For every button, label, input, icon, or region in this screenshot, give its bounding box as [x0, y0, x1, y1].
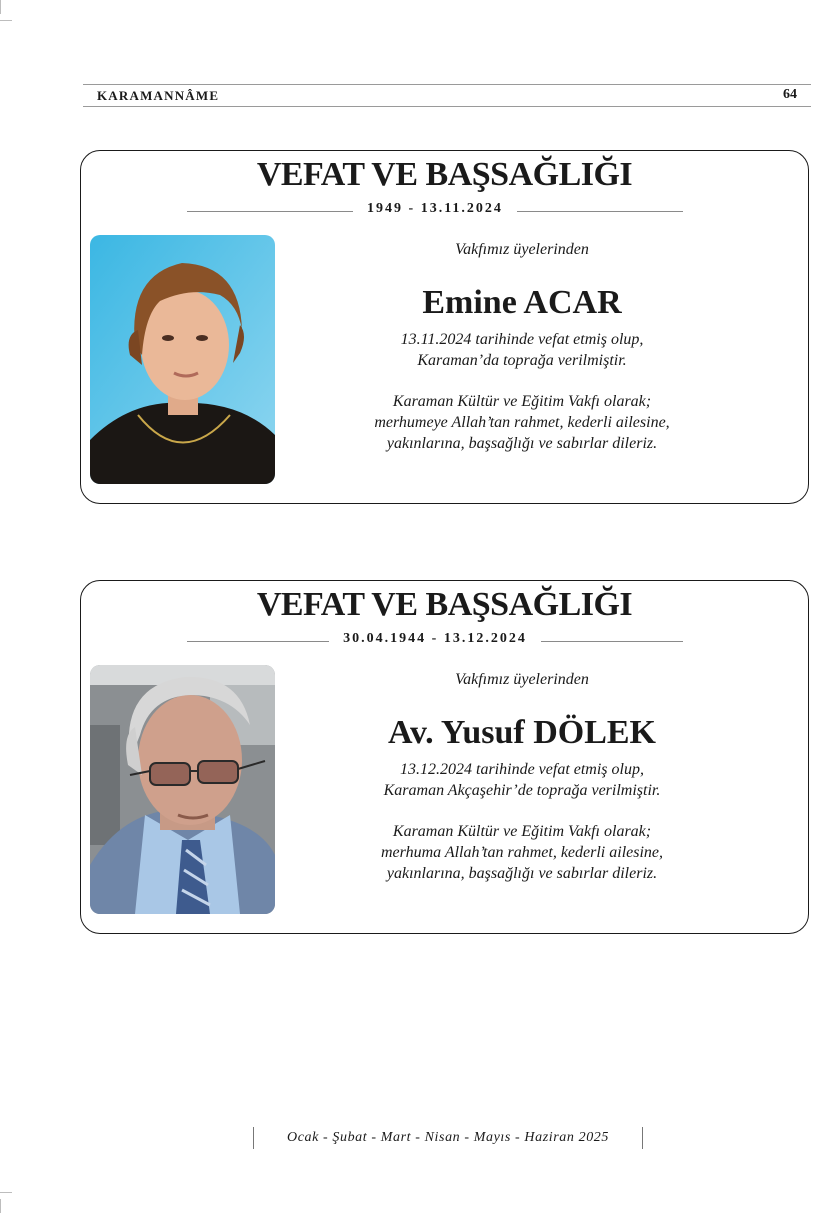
text-line: yakınlarına, başsağlığı ve sabırlar dileriz.: [386, 435, 658, 452]
date-row: [187, 630, 683, 652]
deceased-name: Av. Yusuf DÖLEK: [388, 714, 656, 751]
header-rule: [83, 106, 811, 107]
publication-title: KARAMANNÂME: [97, 88, 220, 103]
crop-mark: [0, 1192, 12, 1193]
text-line: 13.11.2024 tarihinde vefat etmiş olup,: [400, 331, 644, 348]
intro-line: Vakfımız üyelerinden: [455, 241, 589, 258]
condolence-message: [326, 391, 718, 454]
crop-mark: [0, 0, 1, 14]
crop-mark: [0, 1199, 1, 1213]
text-line: Karaman Kültür ve Eğitim Vakfı olarak;: [392, 393, 652, 410]
portrait-image: [90, 665, 275, 914]
portrait-image: [90, 235, 275, 484]
deceased-name: Emine ACAR: [422, 284, 622, 321]
header-rule: [83, 84, 811, 85]
death-statement: [326, 759, 718, 801]
issue-months: Ocak - Şubat - Mart - Nisan - Mayıs - Haziran 2025: [286, 1130, 610, 1145]
portrait-photo: [90, 665, 275, 914]
issue-footer: [253, 1127, 643, 1149]
notice-text: [326, 241, 718, 454]
text-line: yakınlarına, başsağlığı ve sabırlar dileriz.: [386, 865, 658, 882]
crop-mark: [0, 20, 12, 21]
notice-text: [326, 671, 718, 884]
death-statement: [326, 329, 718, 371]
notice-title: VEFAT VE BAŞSAĞLIĞI: [256, 156, 633, 193]
text-line: merhumeye Allah’tan rahmet, kederli ailesine,: [374, 414, 670, 431]
obituary-card: [80, 580, 809, 934]
text-line: Karaman’da toprağa verilmiştir.: [417, 352, 627, 369]
text-line: 13.12.2024 tarihinde vefat etmiş olup,: [400, 761, 644, 778]
obituary-card: [80, 150, 809, 504]
date-row: [187, 200, 683, 222]
condolence-message: [326, 821, 718, 884]
intro-line: Vakfımız üyelerinden: [455, 671, 589, 688]
life-dates: 30.04.1944 - 13.12.2024: [329, 631, 541, 646]
text-line: Karaman Akçaşehir’de toprağa verilmiştir.: [383, 782, 661, 799]
page-number: 64: [783, 87, 797, 102]
text-line: merhuma Allah’tan rahmet, kederli ailesine,: [380, 844, 664, 861]
text-line: Karaman Kültür ve Eğitim Vakfı olarak;: [392, 823, 652, 840]
portrait-photo: [90, 235, 275, 484]
life-dates: 1949 - 13.11.2024: [353, 201, 517, 216]
footer-bar-right: [642, 1127, 643, 1149]
notice-title: VEFAT VE BAŞSAĞLIĞI: [256, 586, 633, 623]
